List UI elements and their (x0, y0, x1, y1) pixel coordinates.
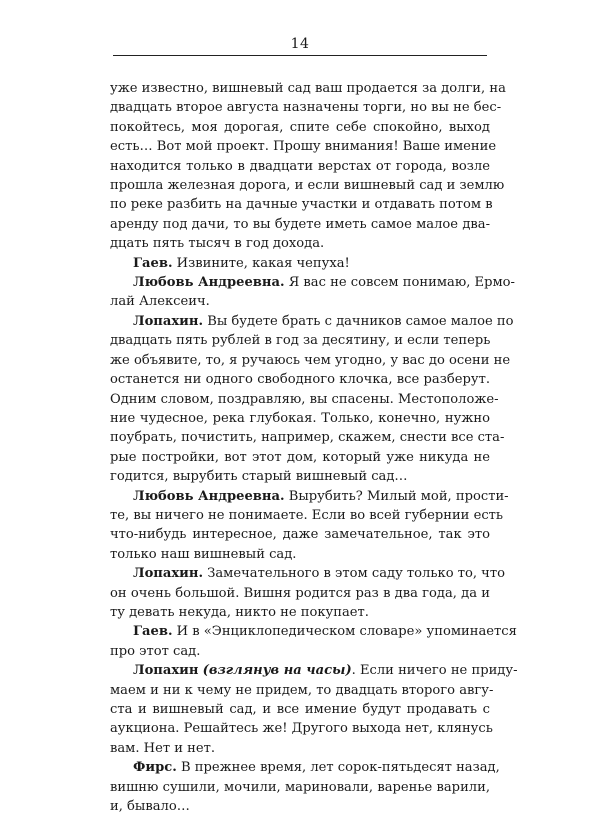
text-line: маем и ни к чему не придем, то двадцать второго авгу- (110, 682, 494, 698)
paragraph (110, 273, 515, 312)
text-line: двадцать пять рублей в год за десятину, и если теперь (110, 333, 491, 349)
text-line: годится, вырубить старый вишневый сад… (110, 469, 408, 485)
speaker-name: Любовь Андреевна. (133, 488, 285, 504)
text-line: аренду под дачи, то вы будете иметь самое малое два- (110, 216, 490, 232)
text-line: уже известно, вишневый сад ваш продается за долги, на (110, 81, 506, 96)
text-line: покойтесь, моя дорогая, спите себе спокойно, выход (110, 119, 490, 135)
text-line: Лопахин. Замечательного в этом саду только то, что (133, 566, 505, 582)
text-line: лай Алексеич. (110, 294, 210, 310)
text-line: останется ни одного свободного клочка, все разберут. (110, 372, 490, 388)
speaker-name: Любовь Андреевна. (133, 275, 285, 291)
text-line: прошла железная дорога, и если вишневый сад и землю (110, 178, 505, 194)
text-line: Любовь Андреевна. Я вас не совсем понимаю, Ермо- (133, 275, 515, 291)
text-line: он очень большой. Вишня родится раз в два года, да и (110, 585, 490, 601)
text-line: по реке разбить на дачные участки и отдавать потом в (110, 197, 493, 213)
text-line: рые постройки, вот этот дом, который уже никуда не (110, 449, 490, 465)
speaker-name: Фирс. (133, 760, 177, 776)
speaker-name: Лопахин. (133, 313, 204, 329)
text-line: поубрать, почистить, например, скажем, снести все ста- (110, 430, 505, 446)
stage-direction: (взглянув на часы) (202, 663, 352, 679)
text-line: те, вы ничего не понимаете. Если во всей губернии есть (110, 507, 504, 523)
page-number: 14 (290, 36, 310, 52)
text-line: что-нибудь интересное, даже замечательное, так это (110, 527, 490, 543)
paragraph (110, 564, 505, 622)
page-text (110, 79, 518, 816)
text-line: вам. Нет и нет. (110, 740, 216, 756)
text-line: только наш вишневый сад. (110, 546, 297, 562)
text-line: ста и вишневый сад, и все имение будут продавать с (110, 702, 490, 717)
text-line: же объявите, то, я ручаюсь чем угодно, у вас до осени не (110, 352, 511, 368)
paragraph (110, 312, 514, 487)
speaker-name: Гаев. (133, 255, 173, 271)
text-line: Лопахин (взглянув на часы). Если ничего не приду- (133, 663, 518, 679)
paragraph (110, 758, 500, 816)
text-line: находится только в двадцати верстах от города, возле (110, 158, 490, 174)
text-line: Любовь Андреевна. Вырубить? Милый мой, прости- (133, 488, 509, 504)
paragraph (110, 622, 517, 661)
speaker-name: Лопахин. (133, 566, 204, 582)
text-line: ту девать некуда, никто не покупает. (110, 604, 369, 620)
text-line: Фирс. В прежнее время, лет сорок-пятьдесят назад, (133, 760, 500, 776)
paragraph (110, 79, 506, 254)
text-line: ние чудесное, река глубокая. Только, конечно, нужно (110, 410, 490, 426)
paragraph (110, 661, 518, 758)
paragraph (110, 254, 490, 273)
text-line: и, бывало… (110, 799, 190, 815)
text-line: дцать пять тысяч в год дохода. (110, 236, 325, 252)
paragraph (110, 487, 509, 565)
text-line: двадцать второе августа назначены торги, но вы не бес- (110, 100, 502, 116)
text-line: про этот сад. (110, 643, 201, 659)
text-line: есть… Вот мой проект. Прошу внимания! Ваше имение (110, 139, 497, 155)
speaker-name: Гаев. (133, 624, 173, 640)
text-line: Гаев. Извините, какая чепуха! (133, 255, 350, 271)
header-rule (113, 55, 487, 56)
text-line: Гаев. И в «Энциклопедическом словаре» упоминается (133, 624, 517, 640)
text-line: Одним словом, поздравляю, вы спасены. Местоположе- (110, 391, 499, 407)
text-line: вишню сушили, мочили, мариновали, варенье варили, (110, 779, 490, 795)
speaker-name: Лопахин (133, 663, 199, 679)
text-line: Лопахин. Вы будете брать с дачников самое малое по (133, 313, 514, 329)
text-line: аукциона. Решайтесь же! Другого выхода нет, клянусь (110, 721, 493, 737)
